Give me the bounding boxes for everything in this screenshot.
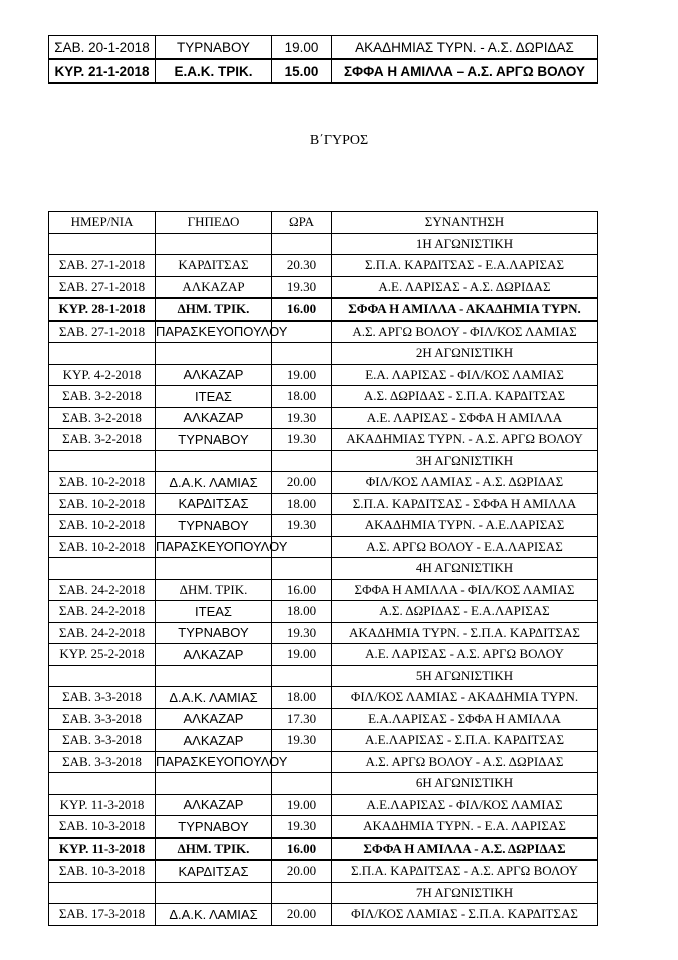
venue-cell: ΔΗΜ. ΤΡΙΚ. <box>156 838 272 861</box>
time-cell: 19.00 <box>272 364 332 386</box>
round-title: Β΄ΓΥΡΟΣ <box>309 133 369 148</box>
header-date: ΗΜΕΡ/ΝΙΑ <box>49 212 156 234</box>
round-label: 1Η ΑΓΩΝΙΣΤΙΚΗ <box>332 233 598 255</box>
empty-cell <box>156 665 272 687</box>
date-cell: ΣΑΒ. 20-1-2018 <box>49 36 156 60</box>
header-time: ΩΡΑ <box>272 212 332 234</box>
table-row <box>49 429 598 451</box>
date-cell: ΣΑΒ. 3-3-2018 <box>49 687 156 709</box>
table-row <box>49 579 598 601</box>
date-cell: ΣΑΒ. 10-2-2018 <box>49 515 156 537</box>
venue-cell: Ε.Α.Κ. ΤΡΙΚ. <box>156 59 272 83</box>
venue-cell: ΔΗΜ. ΤΡΙΚ. <box>156 298 272 321</box>
time-cell: 20.00 <box>272 472 332 494</box>
date-cell: ΣΑΒ. 3-3-2018 <box>49 730 156 752</box>
round-label: 6Η ΑΓΩΝΙΣΤΙΚΗ <box>332 773 598 795</box>
table-row <box>49 321 598 343</box>
date-cell: ΣΑΒ. 3-2-2018 <box>49 429 156 451</box>
time-cell: 19.30 <box>272 515 332 537</box>
venue-cell: ΚΑΡΔΙΤΣΑΣ <box>156 860 272 882</box>
venue-cell: ΤΥΡΝΑΒΟΥ <box>156 816 272 838</box>
header-venue: ΓΗΠΕΔΟ <box>156 212 272 234</box>
time-cell: 16.00 <box>272 298 332 321</box>
time-cell: 18.00 <box>272 687 332 709</box>
match-cell: Α.Ε.ΛΑΡΙΣΑΣ - ΦΙΛ/ΚΟΣ ΛΑΜΙΑΣ <box>332 794 598 816</box>
date-cell: ΣΑΒ. 24-2-2018 <box>49 622 156 644</box>
empty-cell <box>272 665 332 687</box>
venue-cell: ΚΑΡΔΙΤΣΑΣ <box>156 493 272 515</box>
round-header-row <box>49 665 598 687</box>
date-cell: ΣΑΒ. 10-2-2018 <box>49 536 156 558</box>
match-cell: Σ.Π.Α. ΚΑΡΔΙΤΣΑΣ - Ε.Α.ΛΑΡΙΣΑΣ <box>332 255 598 277</box>
empty-cell <box>156 343 272 365</box>
round-header-row <box>49 450 598 472</box>
venue-cell: ΙΤΕΑΣ <box>156 601 272 623</box>
venue-cell: ΠΑΡΑΣΚΕΥΟΠΟΥΛΟΥ <box>156 751 272 773</box>
date-cell: ΣΑΒ. 10-2-2018 <box>49 493 156 515</box>
venue-cell: Δ.Α.Κ. ΛΑΜΙΑΣ <box>156 472 272 494</box>
header-row <box>49 212 598 234</box>
time-cell: 19.30 <box>272 276 332 298</box>
table-row <box>49 407 598 429</box>
round-label: 3Η ΑΓΩΝΙΣΤΙΚΗ <box>332 450 598 472</box>
date-cell: ΣΑΒ. 10-2-2018 <box>49 472 156 494</box>
date-cell: ΚΥΡ. 11-3-2018 <box>49 838 156 861</box>
time-cell: 19.30 <box>272 429 332 451</box>
table-row <box>49 298 598 321</box>
match-cell: ΦΙΛ/ΚΟΣ ΛΑΜΙΑΣ - Σ.Π.Α. ΚΑΡΔΙΤΣΑΣ <box>332 904 598 926</box>
round-header-row <box>49 233 598 255</box>
date-cell: ΣΑΒ. 24-2-2018 <box>49 601 156 623</box>
time-cell: 18.00 <box>272 493 332 515</box>
venue-cell: ΑΛΚΑΖΑΡ <box>156 730 272 752</box>
table-row <box>49 622 598 644</box>
date-cell: ΣΑΒ. 3-3-2018 <box>49 751 156 773</box>
table-row <box>49 794 598 816</box>
match-cell: ΣΦΦΑ Η ΑΜΙΛΛΑ – Α.Σ. ΑΡΓΩ ΒΟΛΟΥ <box>332 59 598 83</box>
date-cell: ΚΥΡ. 25-2-2018 <box>49 644 156 666</box>
time-cell: 19.00 <box>272 644 332 666</box>
match-cell: Ε.Α.ΛΑΡΙΣΑΣ - ΣΦΦΑ Η ΑΜΙΛΛΑ <box>332 708 598 730</box>
date-cell: ΚΥΡ. 11-3-2018 <box>49 794 156 816</box>
empty-cell <box>272 773 332 795</box>
empty-cell <box>49 558 156 580</box>
empty-cell <box>49 665 156 687</box>
venue-cell: Δ.Α.Κ. ΛΑΜΙΑΣ <box>156 687 272 709</box>
match-cell: ΑΚΑΔΗΜΙΑ ΤΥΡΝ. - Ε.Α. ΛΑΡΙΣΑΣ <box>332 816 598 838</box>
empty-cell <box>272 558 332 580</box>
match-cell: ΦΙΛ/ΚΟΣ ΛΑΜΙΑΣ - ΑΚΑΔΗΜΙΑ ΤΥΡΝ. <box>332 687 598 709</box>
empty-cell <box>156 773 272 795</box>
empty-cell <box>156 558 272 580</box>
time-cell: 19.30 <box>272 407 332 429</box>
first-round-tail-body <box>49 36 598 84</box>
date-cell: ΣΑΒ. 10-3-2018 <box>49 860 156 882</box>
table-row <box>49 601 598 623</box>
date-cell: ΣΑΒ. 27-1-2018 <box>49 255 156 277</box>
date-cell: ΣΑΒ. 24-2-2018 <box>49 579 156 601</box>
empty-cell <box>49 233 156 255</box>
table-row <box>49 816 598 838</box>
time-cell: 20.00 <box>272 904 332 926</box>
table-row <box>49 838 598 861</box>
match-cell: Α.Σ. ΑΡΓΩ ΒΟΛΟΥ - ΦΙΛ/ΚΟΣ ΛΑΜΙΑΣ <box>332 321 598 343</box>
table-row <box>49 276 598 298</box>
match-cell: Α.Ε.ΛΑΡΙΣΑΣ - Σ.Π.Α. ΚΑΡΔΙΤΣΑΣ <box>332 730 598 752</box>
time-cell: 19.30 <box>272 622 332 644</box>
first-round-tail-table <box>48 35 598 84</box>
venue-cell: ΤΥΡΝΑΒΟΥ <box>156 515 272 537</box>
empty-cell <box>156 233 272 255</box>
match-cell: Α.Σ. ΔΩΡΙΔΑΣ - Σ.Π.Α. ΚΑΡΔΙΤΣΑΣ <box>332 386 598 408</box>
match-cell: ΣΦΦΑ Η ΑΜΙΛΛΑ - Α.Σ. ΔΩΡΙΔΑΣ <box>332 838 598 861</box>
empty-cell <box>49 773 156 795</box>
match-cell: Α.Ε. ΛΑΡΙΣΑΣ - Α.Σ. ΑΡΓΩ ΒΟΛΟΥ <box>332 644 598 666</box>
table-row <box>49 472 598 494</box>
date-cell: ΣΑΒ. 3-2-2018 <box>49 386 156 408</box>
table-row <box>49 255 598 277</box>
venue-cell: ΤΥΡΝΑΒΟΥ <box>156 36 272 60</box>
venue-cell: ΑΛΚΑΖΑΡ <box>156 407 272 429</box>
match-cell: Α.Σ. ΑΡΓΩ ΒΟΛΟΥ - Α.Σ. ΔΩΡΙΔΑΣ <box>332 751 598 773</box>
venue-cell: ΑΛΚΑΖΑΡ <box>156 276 272 298</box>
time-cell: 16.00 <box>272 579 332 601</box>
round-label: 5Η ΑΓΩΝΙΣΤΙΚΗ <box>332 665 598 687</box>
round-label: 7Η ΑΓΩΝΙΣΤΙΚΗ <box>332 882 598 904</box>
venue-cell: ΑΛΚΑΖΑΡ <box>156 364 272 386</box>
time-cell: 19.00 <box>272 794 332 816</box>
match-cell: Ε.Α. ΛΑΡΙΣΑΣ - ΦΙΛ/ΚΟΣ ΛΑΜΙΑΣ <box>332 364 598 386</box>
time-cell: 18.00 <box>272 601 332 623</box>
round-header-row <box>49 558 598 580</box>
venue-cell: ΔΗΜ. ΤΡΙΚ. <box>156 579 272 601</box>
header-match: ΣΥΝΑΝΤΗΣΗ <box>332 212 598 234</box>
table-row <box>49 515 598 537</box>
date-cell: ΣΑΒ. 10-3-2018 <box>49 816 156 838</box>
match-cell: Α.Σ. ΔΩΡΙΔΑΣ - Ε.Α.ΛΑΡΙΣΑΣ <box>332 601 598 623</box>
venue-cell: ΙΤΕΑΣ <box>156 386 272 408</box>
venue-cell: ΠΑΡΑΣΚΕΥΟΠΟΥΛΟΥ <box>156 321 272 343</box>
table-row <box>49 536 598 558</box>
round-header-row <box>49 343 598 365</box>
time-cell: 18.00 <box>272 386 332 408</box>
date-cell: ΣΑΒ. 3-2-2018 <box>49 407 156 429</box>
match-cell: ΑΚΑΔΗΜΙΑΣ ΤΥΡΝ. - Α.Σ. ΔΩΡΙΔΑΣ <box>332 36 598 60</box>
round-header-row <box>49 773 598 795</box>
time-cell: 17.30 <box>272 708 332 730</box>
table-row <box>49 59 598 83</box>
table-row <box>49 904 598 926</box>
match-cell: ΑΚΑΔΗΜΙΑ ΤΥΡΝ. - Α.Ε.ΛΑΡΙΣΑΣ <box>332 515 598 537</box>
date-cell: ΣΑΒ. 27-1-2018 <box>49 321 156 343</box>
empty-cell <box>272 343 332 365</box>
empty-cell <box>156 450 272 472</box>
table-row <box>49 730 598 752</box>
time-cell: 16.00 <box>272 838 332 861</box>
table-row <box>49 751 598 773</box>
match-cell: Α.Ε. ΛΑΡΙΣΑΣ - Α.Σ. ΔΩΡΙΔΑΣ <box>332 276 598 298</box>
round-label: 2Η ΑΓΩΝΙΣΤΙΚΗ <box>332 343 598 365</box>
match-cell: ΣΦΦΑ Η ΑΜΙΛΛΑ - ΑΚΑΔΗΜΙΑ ΤΥΡΝ. <box>332 298 598 321</box>
empty-cell <box>272 233 332 255</box>
match-cell: ΑΚΑΔΗΜΙΑΣ ΤΥΡΝ. - Α.Σ. ΑΡΓΩ ΒΟΛΟΥ <box>332 429 598 451</box>
table-row <box>49 644 598 666</box>
venue-cell: ΑΛΚΑΖΑΡ <box>156 794 272 816</box>
round-header-row <box>49 882 598 904</box>
round-label: 4Η ΑΓΩΝΙΣΤΙΚΗ <box>332 558 598 580</box>
empty-cell <box>272 450 332 472</box>
table-row <box>49 493 598 515</box>
venue-cell: ΚΑΡΔΙΤΣΑΣ <box>156 255 272 277</box>
date-cell: ΚΥΡ. 21-1-2018 <box>49 59 156 83</box>
table-row <box>49 364 598 386</box>
table-row <box>49 708 598 730</box>
venue-cell: ΑΛΚΑΖΑΡ <box>156 644 272 666</box>
venue-cell: ΑΛΚΑΖΑΡ <box>156 708 272 730</box>
date-cell: ΣΑΒ. 17-3-2018 <box>49 904 156 926</box>
table-row <box>49 386 598 408</box>
date-cell: ΚΥΡ. 4-2-2018 <box>49 364 156 386</box>
schedule-body <box>49 233 598 925</box>
match-cell: Σ.Π.Α. ΚΑΡΔΙΤΣΑΣ - Α.Σ. ΑΡΓΩ ΒΟΛΟΥ <box>332 860 598 882</box>
time-cell: 20.30 <box>272 255 332 277</box>
time-cell: 19.30 <box>272 816 332 838</box>
time-cell: 20.00 <box>272 860 332 882</box>
empty-cell <box>49 343 156 365</box>
date-cell: ΚΥΡ. 28-1-2018 <box>49 298 156 321</box>
time-cell: 15.00 <box>272 59 332 83</box>
match-cell: ΑΚΑΔΗΜΙΑ ΤΥΡΝ. - Σ.Π.Α. ΚΑΡΔΙΤΣΑΣ <box>332 622 598 644</box>
time-cell: 19.30 <box>272 730 332 752</box>
table-row <box>49 36 598 60</box>
table-row <box>49 860 598 882</box>
second-round-schedule-table <box>48 211 598 926</box>
venue-cell: ΤΥΡΝΑΒΟΥ <box>156 622 272 644</box>
date-cell: ΣΑΒ. 3-3-2018 <box>49 708 156 730</box>
empty-cell <box>272 882 332 904</box>
match-cell: Α.Σ. ΑΡΓΩ ΒΟΛΟΥ - Ε.Α.ΛΑΡΙΣΑΣ <box>332 536 598 558</box>
venue-cell: ΤΥΡΝΑΒΟΥ <box>156 429 272 451</box>
match-cell: Α.Ε. ΛΑΡΙΣΑΣ - ΣΦΦΑ Η ΑΜΙΛΛΑ <box>332 407 598 429</box>
venue-cell: ΠΑΡΑΣΚΕΥΟΠΟΥΛΟΥ <box>156 536 272 558</box>
match-cell: Σ.Π.Α. ΚΑΡΔΙΤΣΑΣ - ΣΦΦΑ Η ΑΜΙΛΛΑ <box>332 493 598 515</box>
table-row <box>49 687 598 709</box>
time-cell: 19.00 <box>272 36 332 60</box>
empty-cell <box>49 450 156 472</box>
empty-cell <box>49 882 156 904</box>
match-cell: ΦΙΛ/ΚΟΣ ΛΑΜΙΑΣ - Α.Σ. ΔΩΡΙΔΑΣ <box>332 472 598 494</box>
date-cell: ΣΑΒ. 27-1-2018 <box>49 276 156 298</box>
match-cell: ΣΦΦΑ Η ΑΜΙΛΛΑ - ΦΙΛ/ΚΟΣ ΛΑΜΙΑΣ <box>332 579 598 601</box>
venue-cell: Δ.Α.Κ. ΛΑΜΙΑΣ <box>156 904 272 926</box>
empty-cell <box>156 882 272 904</box>
